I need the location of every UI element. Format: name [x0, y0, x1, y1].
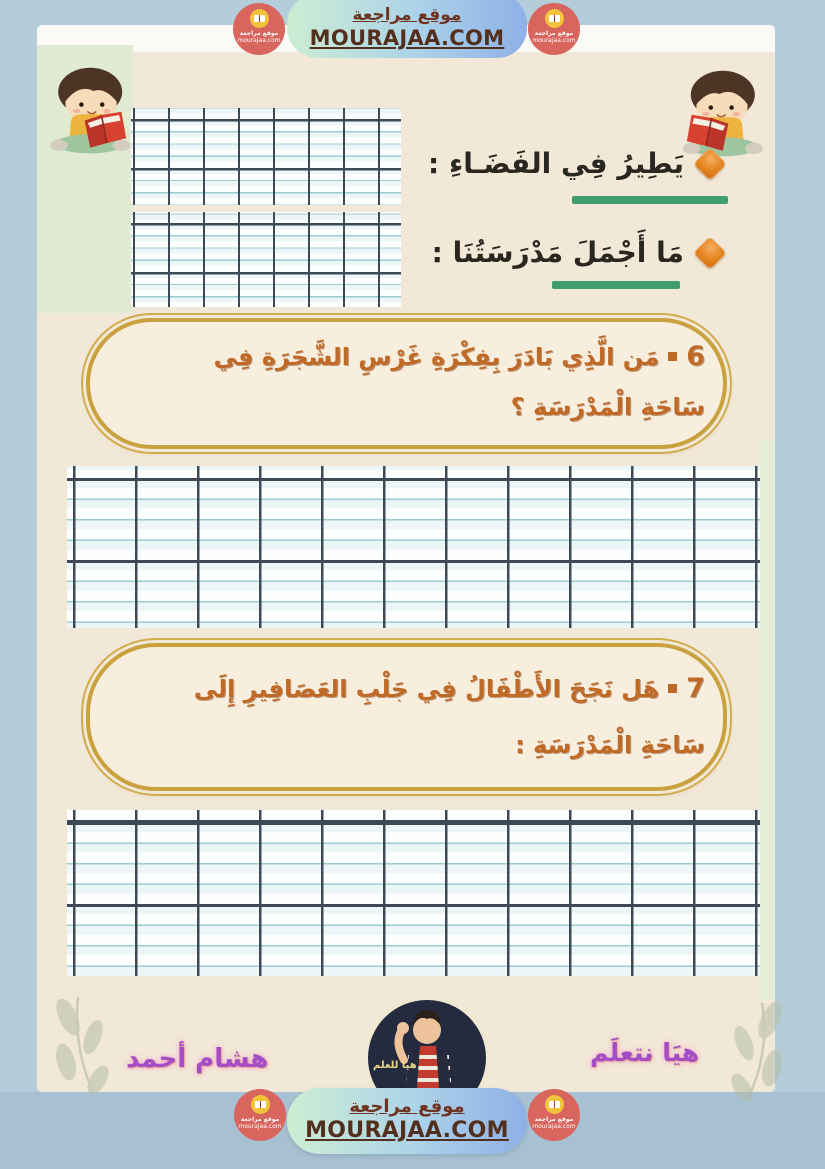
question-box-7 [86, 643, 727, 791]
square-bullet-icon [668, 352, 677, 361]
green-underline-2 [552, 281, 680, 289]
child-reading-illustration [47, 55, 135, 167]
writing-grid-large-1 [67, 466, 760, 628]
writing-grid-small-2 [131, 212, 401, 307]
badge-label-arabic: موقع مراجعة [239, 30, 279, 37]
leaf-decoration [48, 992, 133, 1097]
bottom-banner [287, 1088, 527, 1154]
question-7-text [90, 647, 723, 773]
site-badge [528, 3, 580, 55]
book-icon [545, 1095, 564, 1114]
book-icon [545, 9, 564, 28]
channel-logo-text: هيا للعلم [373, 1060, 417, 1071]
badge-label-domain: mourajaa.com [238, 1123, 282, 1130]
question-6-text [90, 322, 723, 432]
badge-label-arabic: موقع مراجعة [534, 1116, 574, 1123]
badge-label-arabic: موقع مراجعة [534, 30, 574, 37]
question-6-number: 6 [686, 341, 705, 372]
prompt-line-2 [432, 236, 722, 269]
badge-label-arabic: موقع مراجعة [240, 1116, 280, 1123]
top-banner [287, 0, 527, 58]
writing-grid-small-1 [131, 108, 401, 205]
question-6-line2: سَاحَةِ الْمَدْرَسَةِ ؟ [510, 393, 705, 421]
slogan-text: هيَا نتعلَم [590, 1038, 700, 1067]
question-7-line1: هَل نَجَحَ الأَطْفَالُ فِي جَلْبِ العَصَافِيرِ إِلَى [193, 675, 660, 703]
square-bullet-icon [668, 684, 677, 693]
site-badge [233, 3, 285, 55]
writing-grid-large-2 [67, 810, 760, 976]
prompt-text-1: يَطِيرُ فِي الفَضَـاءِ : [428, 147, 684, 180]
page-green-edge [760, 440, 775, 1000]
badge-label-domain: mourajaa.com [237, 37, 281, 44]
question-7-line2: سَاحَةِ الْمَدْرَسَةِ : [515, 731, 705, 759]
diamond-bullet-icon [693, 236, 727, 270]
book-icon [250, 9, 269, 28]
site-domain: MOURAJAA.COM [309, 26, 505, 50]
green-underline-1 [572, 196, 728, 204]
badge-label-domain: mourajaa.com [532, 1123, 576, 1130]
author-name: هشام أحمد [126, 1044, 269, 1074]
site-label-arabic: موقع مراجعة [349, 1096, 465, 1117]
badge-label-domain: mourajaa.com [532, 37, 576, 44]
prompt-line-1 [428, 147, 722, 180]
question-6-line1: مَن الَّذِي بَادَرَ بِفِكْرَةِ غَرْسِ الشَّجَرَةِ فِي [213, 343, 660, 371]
prompt-text-2: مَا أَجْمَلَ مَدْرَسَتُنَا : [431, 236, 684, 269]
question-box-6 [86, 318, 727, 449]
site-badge [234, 1089, 286, 1141]
diamond-bullet-icon [693, 147, 727, 181]
site-domain: MOURAJAA.COM [305, 1118, 509, 1143]
leaf-decoration [710, 998, 795, 1103]
site-badge [528, 1089, 580, 1141]
book-icon [251, 1095, 270, 1114]
question-7-number: 7 [686, 673, 705, 704]
site-label-arabic: موقع مراجعة [352, 5, 462, 25]
